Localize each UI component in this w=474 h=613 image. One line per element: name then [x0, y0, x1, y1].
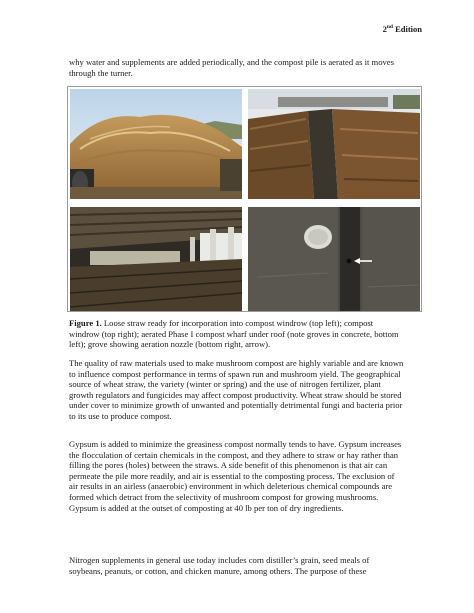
photo-aerated-wharf: [70, 207, 242, 311]
paragraph-gypsum: Gypsum is added to minimize the greasiness compost normally tends to have. Gypsum increases the flocculation of certain chemicals in the compost, and they adhere to straw or hay rather than filling the pores (holes) between the straws. A side benefit of this phenomenon is that air can permeate the pile more readily, and air is essential to the composting process. The exclusion of air results in an airless (anaerobic) environment in which deleterious chemical compounds are formed which detract from the selectivity of mushroom compost for growing mushrooms. Gypsum is added at the outset of composting at 40 lb per ton of dry ingredients.: [69, 439, 402, 513]
edition-superscript: nd: [386, 24, 393, 31]
edition-word: Edition: [395, 24, 422, 34]
figure-label: Figure 1.: [69, 318, 102, 328]
figure-caption: [69, 318, 405, 350]
photo-aeration-nozzle: [248, 207, 420, 311]
paragraph-raw-materials: The quality of raw materials used to make mushroom compost are highly variable and are known to influence compost performance in terms of spawn run and mushroom yield. The geographical source of wheat straw, the variety (winter or spring) and the use of nitrogen fertilizer, plant growth regulators and fungicides may affect compost productivity. Wheat straw should be stored under cover to minimize growth of unwanted and potentially detrimental fungi and bacteria prior to its use to produce compost.: [69, 358, 404, 421]
edition-header: [383, 24, 422, 34]
paragraph-nitrogen-supplements: Nitrogen supplements in general use today includes corn distiller’s grain, seed meals of soybeans, peanuts, or cotton, and chicken manure, among others. The purpose of these: [69, 555, 370, 576]
photo-straw-pile: [70, 89, 242, 199]
figure-caption-text: Loose straw ready for incorporation into compost windrow (top left); compost windrow (top right); aerated Phase I compost wharf under roof (note groves in concrete, bottom left); grove showing aeration nozzle (bottom right, arrow).: [69, 318, 399, 350]
figure-photo-grid: [67, 86, 422, 312]
edition-number: 2: [382, 24, 387, 34]
photo-compost-windrow: [248, 89, 420, 199]
top-paragraph: why water and supplements are added periodically, and the compost pile is aerated as it moves through the turner.: [69, 57, 394, 78]
